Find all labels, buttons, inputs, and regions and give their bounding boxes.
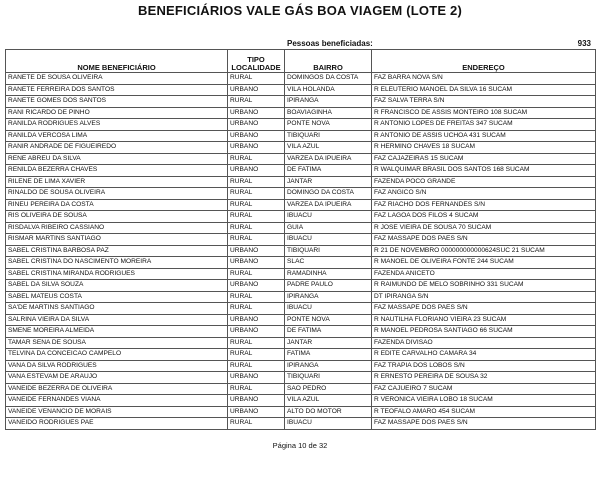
cell-address: FAZ MASSAPE DOS PAES S/N (372, 418, 596, 430)
cell-locality-type: RURAL (228, 418, 285, 430)
cell-locality-type: URBANO (228, 326, 285, 338)
cell-name: RISDALVA RIBEIRO CASSIANO (6, 222, 228, 234)
cell-name: TAMAR SENA DE SOUSA (6, 337, 228, 349)
cell-name: RINALDO DE SOUSA OLIVEIRA (6, 188, 228, 200)
cell-neighborhood: IPIRANGA (285, 96, 372, 108)
cell-neighborhood: JANTAR (285, 176, 372, 188)
cell-name: RENILDA BEZERRA CHAVES (6, 165, 228, 177)
cell-locality-type: URBANO (228, 119, 285, 131)
table-row (6, 406, 596, 418)
cell-neighborhood: PONTE NOVA (285, 119, 372, 131)
cell-name: RANI RICARDO DE PINHO (6, 107, 228, 119)
table-row (6, 395, 596, 407)
cell-neighborhood: DE FATIMA (285, 326, 372, 338)
cell-address: R MANOEL PEDROSA SANTIAGO 66 SUCAM (372, 326, 596, 338)
cell-name: TELVINA DA CONCEICAO CAMPELO (6, 349, 228, 361)
cell-address: FAZ BARRA NOVA S/N (372, 73, 596, 85)
table-row (6, 326, 596, 338)
cell-neighborhood: FATIMA (285, 349, 372, 361)
cell-name: RENE ABREU DA SILVA (6, 153, 228, 165)
table-row (6, 107, 596, 119)
cell-name: SABEL CRISTINA DO NASCIMENTO MOREIRA (6, 257, 228, 269)
cell-name: SALRINA VIEIRA DA SILVA (6, 314, 228, 326)
cell-address: R ANTONIO DE ASSIS UCHOA 431 SUCAM (372, 130, 596, 142)
table-row (6, 199, 596, 211)
cell-address: R JOSE VIEIRA DE SOUSA 70 SUCAM (372, 222, 596, 234)
cell-address: FAZENDA DIVISAO (372, 337, 596, 349)
cell-address: R FRANCISCO DE ASSIS MONTEIRO 108 SUCAM (372, 107, 596, 119)
cell-locality-type: URBANO (228, 165, 285, 177)
cell-name: SABEL DA SILVA SOUZA (6, 280, 228, 292)
table-row (6, 96, 596, 108)
cell-locality-type: RURAL (228, 73, 285, 85)
cell-address: R VERONICA VIEIRA LOBO 18 SUCAM (372, 395, 596, 407)
cell-name: SABEL MATEUS COSTA (6, 291, 228, 303)
cell-address: FAZ RIACHO DOS FERNANDES S/N (372, 199, 596, 211)
table-row (6, 234, 596, 246)
cell-name: RINEU PEREIRA DA COSTA (6, 199, 228, 211)
cell-address: R MANOEL DE OLIVEIRA FONTE 244 SUCAM (372, 257, 596, 269)
table-row (6, 165, 596, 177)
cell-neighborhood: IPIRANGA (285, 360, 372, 372)
table-row (6, 222, 596, 234)
table-row (6, 153, 596, 165)
cell-locality-type: URBANO (228, 372, 285, 384)
cell-name: RIS OLIVEIRA DE SOUSA (6, 211, 228, 223)
cell-locality-type: URBANO (228, 280, 285, 292)
cell-name: SMENE MOREIRA ALMEIDA (6, 326, 228, 338)
column-header-neighborhood: BAIRRO (285, 50, 372, 73)
table-row (6, 337, 596, 349)
table-row (6, 303, 596, 315)
cell-locality-type: URBANO (228, 257, 285, 269)
cell-name: SA'DE MARTINS SANTIAGO (6, 303, 228, 315)
cell-address: DT IPIRANGA S/N (372, 291, 596, 303)
cell-locality-type: RURAL (228, 199, 285, 211)
cell-name: RISMAR MARTINS SANTIAGO (6, 234, 228, 246)
cell-name: VANA DA SILVA RODRIGUES (6, 360, 228, 372)
cell-neighborhood: TIBIQUARI (285, 372, 372, 384)
cell-address: R TEOFALO AMARO 454 SUCAM (372, 406, 596, 418)
cell-name: RANETE DE SOUSA OLIVEIRA (6, 73, 228, 85)
table-row (6, 176, 596, 188)
cell-address: R WALQUIMAR BRASIL DOS SANTOS 168 SUCAM (372, 165, 596, 177)
cell-name: VANEIDE BEZERRA DE OLIVEIRA (6, 383, 228, 395)
cell-address: R ERNESTO PEREIRA DE SOUSA 32 (372, 372, 596, 384)
table-row (6, 383, 596, 395)
cell-address: FAZENDA ANICETO (372, 268, 596, 280)
cell-address: R HERMINO CHAVES 18 SUCAM (372, 142, 596, 154)
cell-address: FAZ MASSAPE DOS PAES S/N (372, 303, 596, 315)
cell-address: R ELEUTERIO MANOEL DA SILVA 16 SUCAM (372, 84, 596, 96)
cell-neighborhood: VILA AZUL (285, 142, 372, 154)
cell-name: RANETE GOMES DOS SANTOS (6, 96, 228, 108)
cell-locality-type: RURAL (228, 96, 285, 108)
cell-name: RANILDA VERCOSA LIMA (6, 130, 228, 142)
cell-neighborhood: IBUACU (285, 234, 372, 246)
cell-address: R RAIMUNDO DE MELO SOBRINHO 331 SUCAM (372, 280, 596, 292)
table-row (6, 119, 596, 131)
cell-locality-type: RURAL (228, 268, 285, 280)
cell-neighborhood: TIBIQUARI (285, 245, 372, 257)
cell-neighborhood: VILA HOLANDA (285, 84, 372, 96)
cell-neighborhood: GUIA (285, 222, 372, 234)
cell-locality-type: URBANO (228, 245, 285, 257)
cell-address: FAZ ANGICO S/N (372, 188, 596, 200)
cell-neighborhood: IPIRANGA (285, 291, 372, 303)
cell-neighborhood: IBUACU (285, 303, 372, 315)
cell-address: FAZ SALVA TERRA S/N (372, 96, 596, 108)
cell-locality-type: RURAL (228, 222, 285, 234)
cell-name: RANILDA RODRIGUES ALVES (6, 119, 228, 131)
cell-locality-type: RURAL (228, 337, 285, 349)
cell-locality-type: URBANO (228, 395, 285, 407)
cell-name: VANA ESTEVAM DE ARAUJO (6, 372, 228, 384)
cell-neighborhood: IBUACU (285, 418, 372, 430)
table-row (6, 245, 596, 257)
table-row (6, 73, 596, 85)
beneficiaries-count-label: Pessoas beneficiadas: (287, 39, 373, 48)
table-row (6, 142, 596, 154)
cell-locality-type: RURAL (228, 188, 285, 200)
cell-address: FAZ CAJAZEIRAS 15 SUCAM (372, 153, 596, 165)
cell-locality-type: RURAL (228, 291, 285, 303)
cell-name: VANEIDE VENANCIO DE MORAIS (6, 406, 228, 418)
cell-locality-type: URBANO (228, 84, 285, 96)
cell-neighborhood: SLAC (285, 257, 372, 269)
cell-address: R EDITE CARVALHO CAMARA 34 (372, 349, 596, 361)
cell-locality-type: URBANO (228, 107, 285, 119)
cell-neighborhood: TIBIQUARI (285, 130, 372, 142)
table-row (6, 211, 596, 223)
page-footer: Página 10 de 32 (272, 441, 328, 450)
cell-address: FAZENDA POCO GRANDE (372, 176, 596, 188)
cell-address: FAZ MASSAPE DOS PAES S/N (372, 234, 596, 246)
cell-locality-type: RURAL (228, 349, 285, 361)
cell-locality-type: URBANO (228, 130, 285, 142)
column-header-name: NOME BENEFICIÁRIO (6, 50, 228, 73)
cell-locality-type: RURAL (228, 234, 285, 246)
cell-locality-type: RURAL (228, 383, 285, 395)
table-row (6, 372, 596, 384)
cell-locality-type: URBANO (228, 406, 285, 418)
beneficiaries-count-value: 933 (577, 39, 591, 48)
cell-locality-type: RURAL (228, 176, 285, 188)
cell-locality-type: URBANO (228, 142, 285, 154)
table-row (6, 188, 596, 200)
cell-neighborhood: VILA AZUL (285, 395, 372, 407)
table-row (6, 314, 596, 326)
cell-locality-type: RURAL (228, 303, 285, 315)
cell-neighborhood: IBUACU (285, 211, 372, 223)
table-row (6, 84, 596, 96)
beneficiaries-table (5, 49, 596, 430)
cell-neighborhood: BOAVIAGINHA (285, 107, 372, 119)
cell-name: SABEL CRISTINA MIRANDA RODRIGUES (6, 268, 228, 280)
cell-name: RANETE FERREIRA DOS SANTOS (6, 84, 228, 96)
table-row (6, 418, 596, 430)
cell-neighborhood: VARZEA DA IPUEIRA (285, 199, 372, 211)
table-row (6, 130, 596, 142)
cell-locality-type: RURAL (228, 153, 285, 165)
column-header-locality-type: TIPO LOCALIDADE (228, 50, 285, 73)
cell-neighborhood: JANTAR (285, 337, 372, 349)
cell-locality-type: RURAL (228, 360, 285, 372)
cell-address: R ANTONIO LOPES DE FREITAS 347 SUCAM (372, 119, 596, 131)
cell-neighborhood: DOMINGO DA COSTA (285, 188, 372, 200)
cell-address: R NAUTILHA FLORIANO VIEIRA 23 SUCAM (372, 314, 596, 326)
cell-neighborhood: DOMINGOS DA COSTA (285, 73, 372, 85)
cell-name: VANEIDO RODRIGUES PAE (6, 418, 228, 430)
table-row (6, 257, 596, 269)
cell-name: RILENE DE LIMA XAVIER (6, 176, 228, 188)
table-row (6, 360, 596, 372)
table-row (6, 268, 596, 280)
table-row (6, 349, 596, 361)
table-header-row (6, 50, 596, 73)
cell-neighborhood: ALTO DO MOTOR (285, 406, 372, 418)
cell-neighborhood: RAMADINHA (285, 268, 372, 280)
cell-neighborhood: VARZEA DA IPUEIRA (285, 153, 372, 165)
cell-neighborhood: DE FATIMA (285, 165, 372, 177)
cell-name: SABEL CRISTINA BARBOSA PAZ (6, 245, 228, 257)
table-row (6, 280, 596, 292)
cell-address: FAZ TRAPIA DOS LOBOS S/N (372, 360, 596, 372)
document-title: BENEFICIÁRIOS VALE GÁS BOA VIAGEM (LOTE 2) (137, 3, 463, 18)
cell-address: FAZ CAJUEIRO 7 SUCAM (372, 383, 596, 395)
cell-locality-type: URBANO (228, 314, 285, 326)
cell-name: VANEIDE FERNANDES VIANA (6, 395, 228, 407)
cell-address: FAZ LAGOA DOS FILOS 4 SUCAM (372, 211, 596, 223)
table-row (6, 291, 596, 303)
cell-name: RANIR ANDRADE DE FIGUEIREDO (6, 142, 228, 154)
column-header-address: ENDEREÇO (372, 50, 596, 73)
cell-address: R 21 DE NOVEMBRO 000000000000624SUC 21 SUCAM (372, 245, 596, 257)
cell-neighborhood: PONTE NOVA (285, 314, 372, 326)
cell-neighborhood: PADRE PAULO (285, 280, 372, 292)
cell-locality-type: RURAL (228, 211, 285, 223)
cell-neighborhood: SAO PEDRO (285, 383, 372, 395)
